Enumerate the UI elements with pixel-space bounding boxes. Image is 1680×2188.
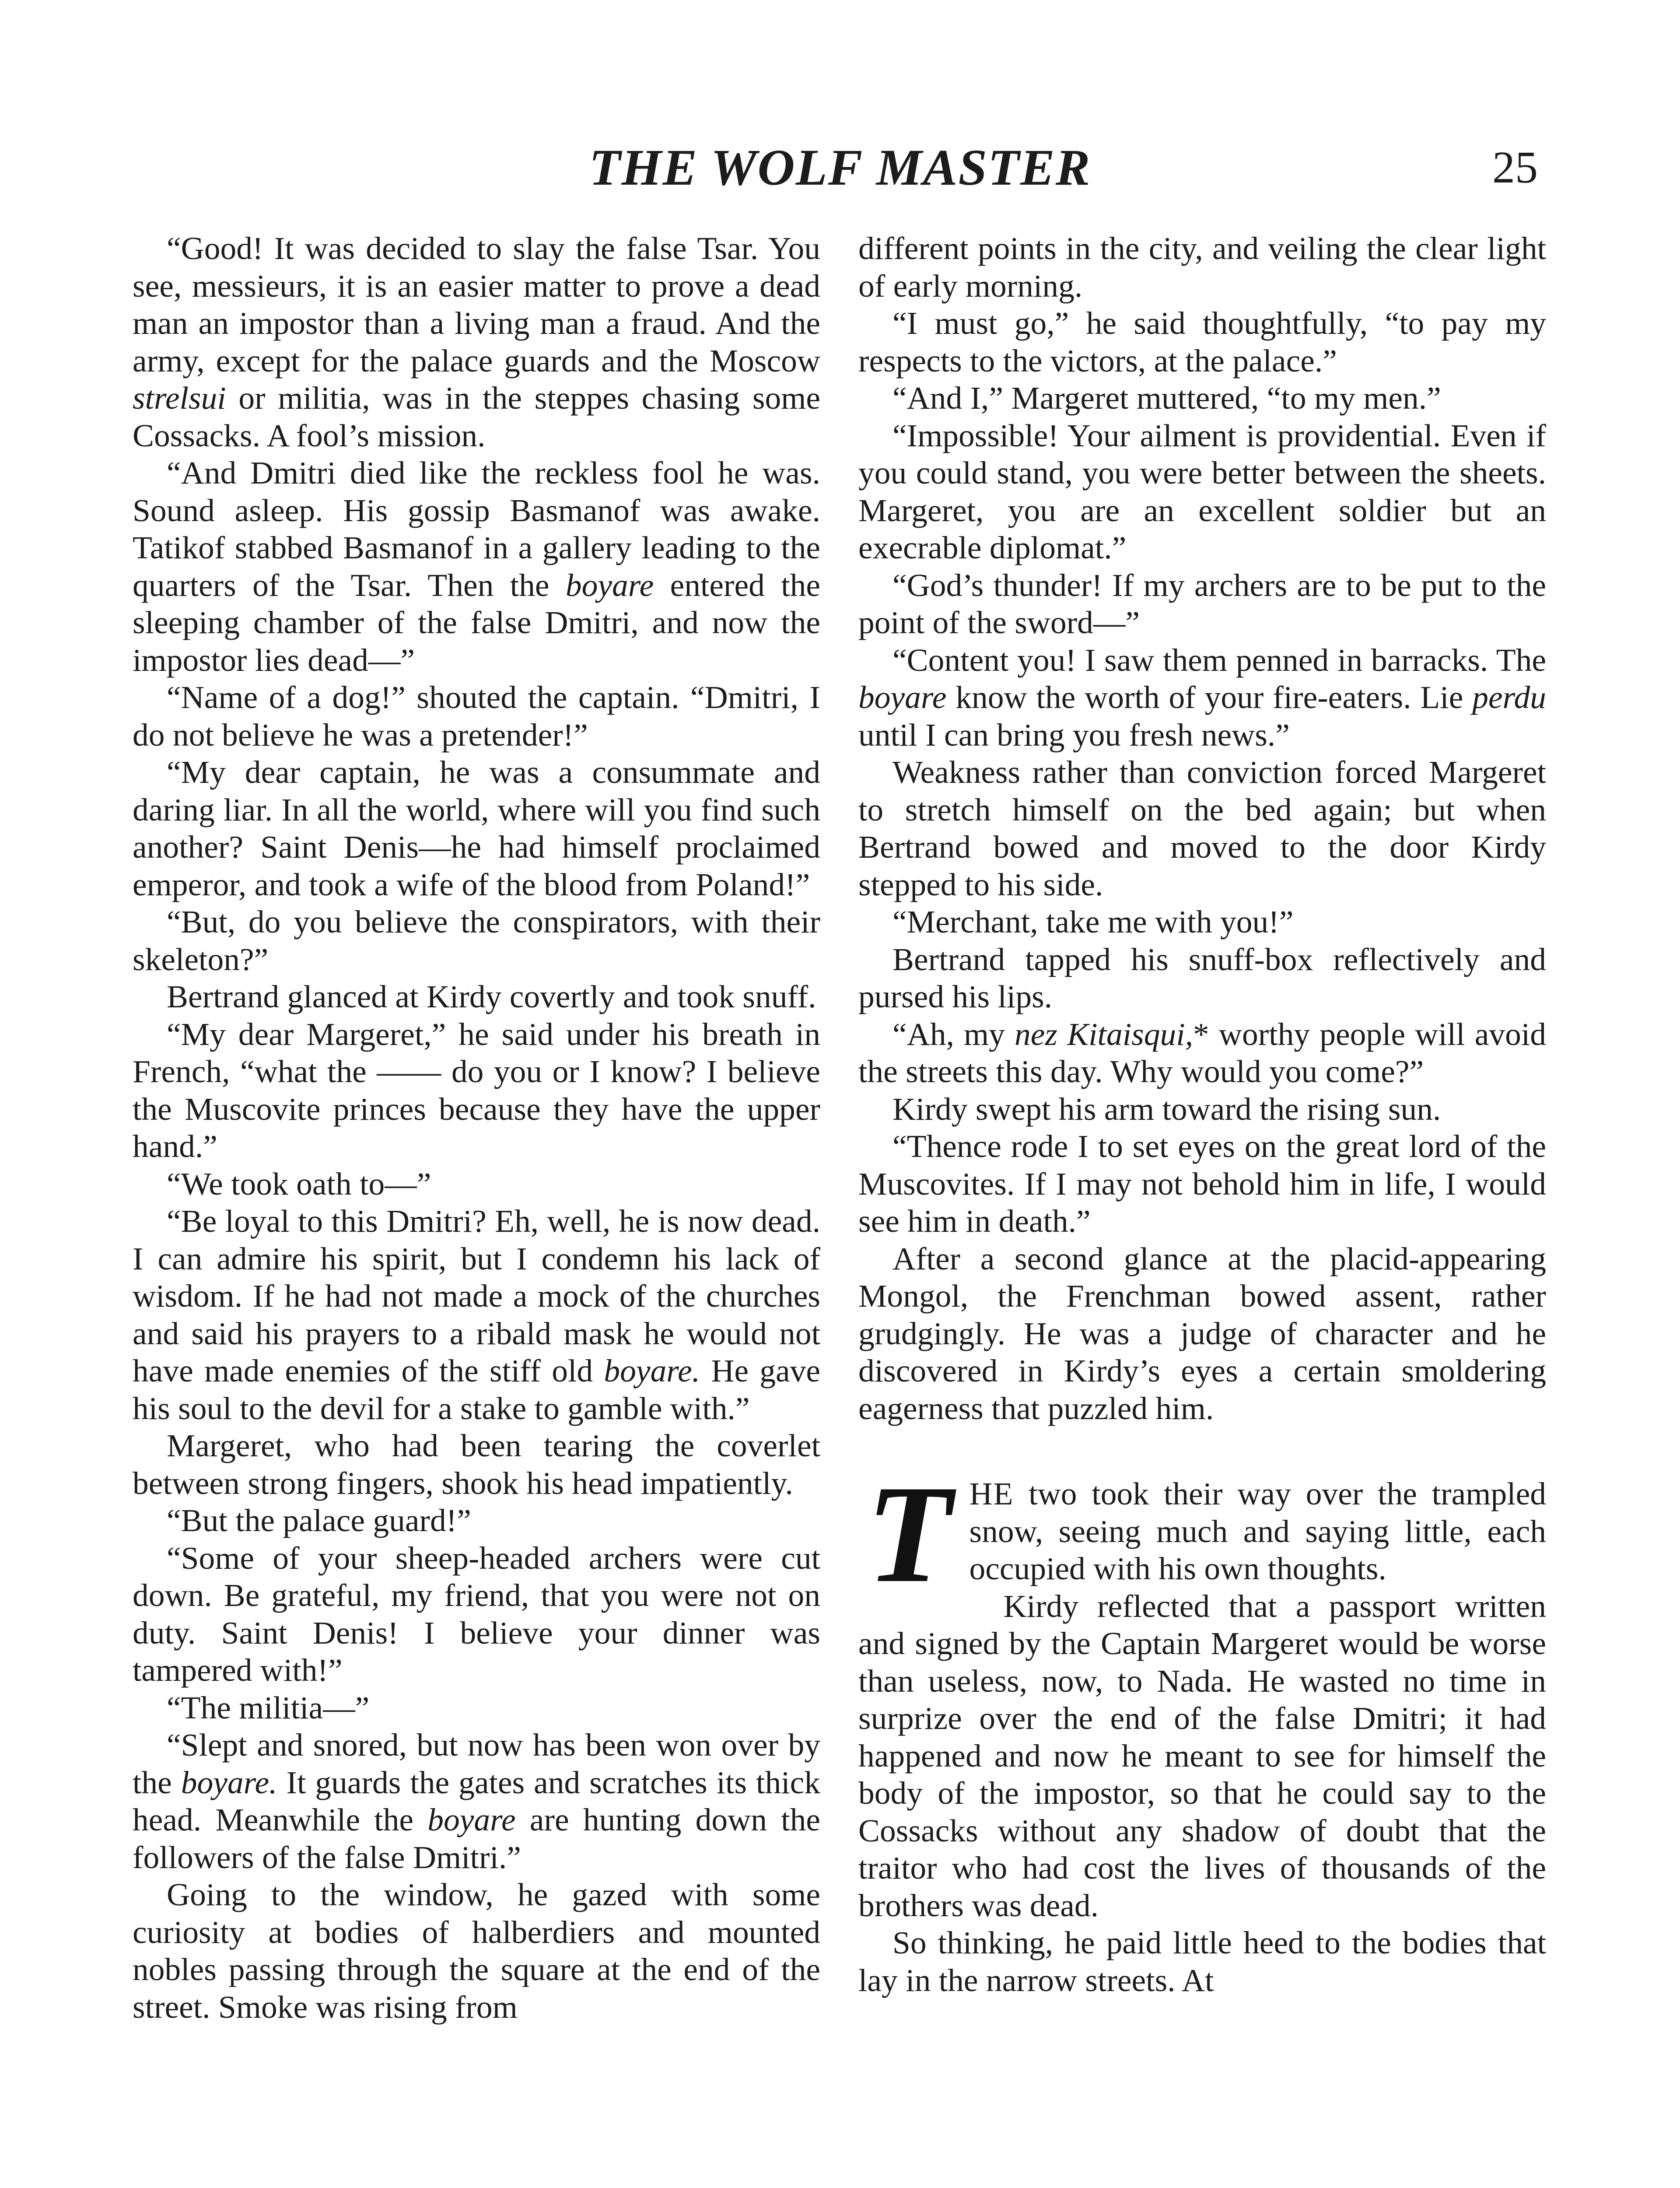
page-number: 25	[1492, 142, 1538, 193]
paragraph: “Some of your sheep-headed archers were cut down. Be grateful, my friend, that you were not on duty. Saint Denis! I believe your dinner was tampered with!”	[133, 1540, 820, 1688]
paragraph: Kirdy reflected that a passport written and signed by the Captain Margeret would be worse than useless, now, to Nada. He wasted no time in surprize over the end of the false Dmitri; it had happened and now he meant to see for himself the body of the impostor, so that he could say to the Cossacks without any shadow of doubt that the traitor who had cost the lives of thousands of the brothers was dead.	[858, 1588, 1546, 1923]
paragraph: After a second glance at the placid-appearing Mongol, the Frenchman bowed assent, rather grudgingly. He was a judge of character and he discovered in Kirdy’s eyes a certain smoldering eagerness that puzzled him.	[858, 1241, 1546, 1426]
running-header	[131, 139, 1549, 196]
paragraph: Bertrand tapped his snuff-box reflectively and pursed his lips.	[858, 941, 1546, 1014]
paragraph: “We took oath to—”	[167, 1166, 431, 1202]
paragraph: “Good! It was decided to slay the false Tsar. You see, messieurs, it is an easier matter to prove a dead man an impostor than a living man a fraud. And the army, except for the palace guards and the Moscow strelsui or militia, was in the steppes chasing some Cossacks. A fool’s mission.	[133, 231, 820, 453]
paragraph: “Merchant, take me with you!”	[892, 904, 1294, 940]
paragraph: “Ah, my nez Kitaisqui,* worthy people will avoid the streets this day. Why would you come?”	[858, 1016, 1546, 1089]
paragraph: THE two took their way over the trampled snow, seeing much and saying little, each occupied with his own thoughts.	[866, 1457, 1546, 1612]
paragraph: “The militia—”	[167, 1690, 370, 1725]
text-column-left	[133, 230, 820, 2026]
paragraph: “And I,” Margeret muttered, “to my men.”	[892, 380, 1441, 416]
paragraph: “And Dmitri died like the reckless fool he was. Sound asleep. His gossip Basmanof was awake. Tatikof stabbed Basmanof in a gallery leading to the quarters of the Tsar. Then the boyare entered the sleeping chamber of the false Dmitri, and now the impostor lies dead—”	[133, 455, 820, 678]
paragraph: “But, do you believe the conspirators, with their skeleton?”	[133, 904, 820, 977]
text-column-right	[858, 230, 1546, 1999]
paragraph: So thinking, he paid little heed to the bodies that lay in the narrow streets. At	[858, 1925, 1546, 1998]
paragraph: “God’s thunder! If my archers are to be put to the point of the sword—”	[858, 567, 1546, 640]
running-title: THE WOLF MASTER	[589, 139, 1091, 196]
paragraph: “My dear captain, he was a consummate and daring liar. In all the world, where will you find such another? Saint Denis—he had himself proclaimed emperor, and took a wife of the blood from Poland!”	[133, 754, 820, 902]
paragraph: Margeret, who had been tearing the coverlet between strong fingers, shook his head impatiently.	[133, 1428, 820, 1501]
paragraph: “Impossible! Your ailment is providential. Even if you could stand, you were better between the sheets. Margeret, you are an excellent soldier but an execrable diplomat.”	[858, 417, 1546, 565]
paragraph: different points in the city, and veiling the clear light of early morning.	[858, 231, 1546, 304]
paragraph: “Slept and snored, but now has been won over by the boyare. It guards the gates and scratches its thick head. Meanwhile the boyare are hunting down the followers of the false Dmitri.”	[133, 1727, 821, 1875]
paragraph: “Thence rode I to set eyes on the great lord of the Muscovites. If I may not behold him in life, I would see him in death.”	[858, 1129, 1546, 1239]
paragraph: Going to the window, he gazed with some curiosity at bodies of halberdiers and mounted nobles passing through the square at the end of the street. Smoke was rising from	[133, 1877, 820, 2025]
paragraph: Weakness rather than conviction forced Margeret to stretch himself on the bed again; but when Bertrand bowed and moved to the door Kirdy stepped to his side.	[858, 754, 1546, 902]
paragraph: Bertrand glanced at Kirdy covertly and took snuff.	[167, 979, 816, 1014]
drop-cap: T	[866, 1457, 952, 1612]
paragraph: “Content you! I saw them penned in barracks. The boyare know the worth of your fire-eaters. Lie perdu until I can bring you fresh news.”	[858, 642, 1546, 753]
paragraph: “Name of a dog!” shouted the captain. “Dmitri, I do not believe he was a pretender!”	[133, 680, 820, 753]
paragraph: “My dear Margeret,” he said under his breath in French, “what the —— do you or I know? I believe the Muscovite princes because they have the upper hand.”	[133, 1016, 820, 1164]
paragraph: “Be loyal to this Dmitri? Eh, well, he is now dead. I can admire his spirit, but I condemn his lack of wisdom. If he had not made a mock of the churches and said his prayers to a ribald mask he would not have made enemies of the stiff old boyare. He gave his soul to the devil for a stake to gamble with.”	[133, 1203, 820, 1426]
paragraph: Kirdy swept his arm toward the rising sun.	[892, 1091, 1441, 1127]
paragraph: “I must go,” he said thoughtfully, “to pay my respects to the victors, at the palace.”	[858, 305, 1546, 379]
paragraph: “But the palace guard!”	[167, 1503, 471, 1538]
